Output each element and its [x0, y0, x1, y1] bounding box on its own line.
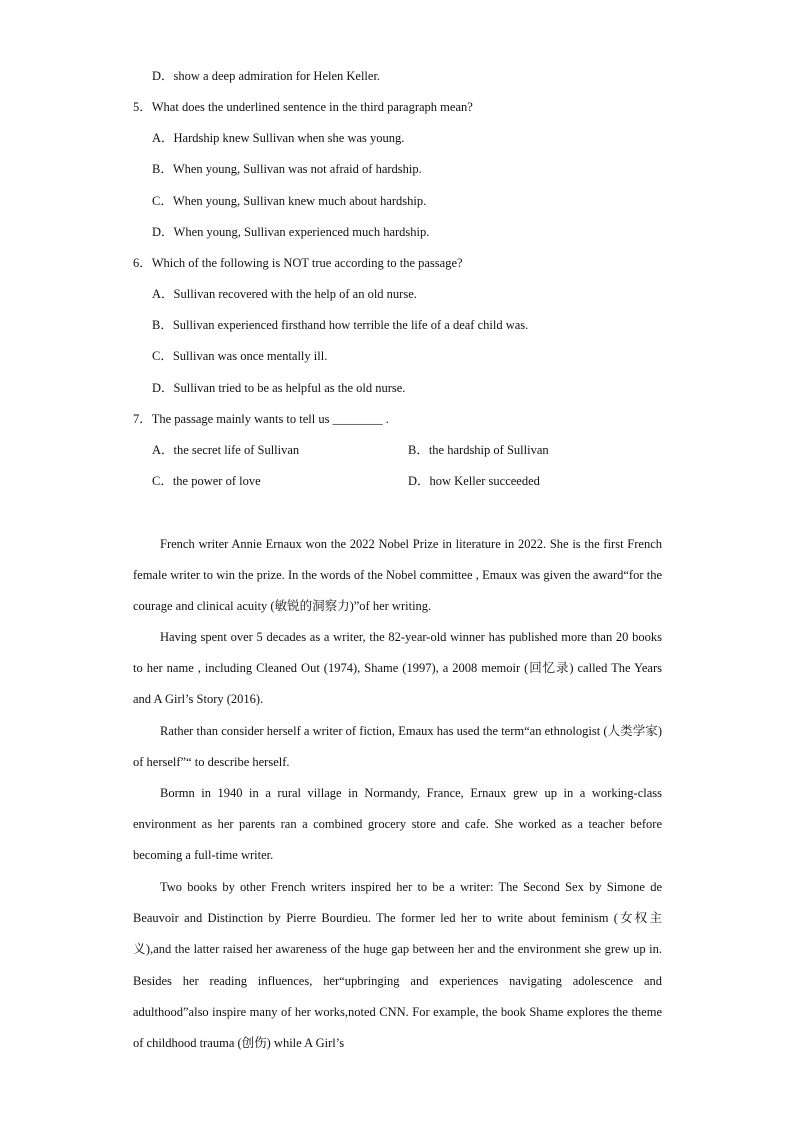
q7-stem: 7．The passage mainly wants to tell us ________ .	[133, 412, 389, 426]
q4-option-d: D．show a deep admiration for Helen Keller.	[152, 69, 381, 83]
q6-stem: 6．Which of the following is NOT true according to the passage?	[133, 256, 463, 270]
q5-option-b: B．When young, Sullivan was not afraid of hardship.	[152, 162, 422, 176]
passage-paragraph-5: Two books by other French writers inspired her to be a writer: The Second Sex by Simone de Beauvoir and Distinction by Pierre Bourdieu. The former led her to write about feminism (女权主义),and the latter raised her awareness of the huge gap between her and the environment she grew up in. Besides her reading influences, her“upbringing and experiences navigating adolescence and adulthood”also inspire many of her works,noted CNN. For example, the book Shame explores the theme of childhood trauma (创伤) while A Girl’s	[133, 880, 662, 1051]
q5-option-c: C．When young, Sullivan knew much about hardship.	[152, 194, 427, 208]
q7-option-c: C．the power of love	[152, 474, 261, 488]
passage-paragraph-1: French writer Annie Ernaux won the 2022 Nobel Prize in literature in 2022. She is the first French female writer to win the prize. In the words of the Nobel committee , Emaux was given the award“for the courage and clinical acuity (敏锐的洞察力)”of her writing.	[133, 537, 662, 614]
passage-paragraph-4: Bormn in 1940 in a rural village in Normandy, France, Ernaux grew up in a working-class environment as her parents ran a combined grocery store and cafe. She worked as a teacher before becoming a full-time writer.	[133, 786, 662, 863]
q5-stem: 5．What does the underlined sentence in the third paragraph mean?	[133, 100, 473, 114]
q6-option-d: D．Sullivan tried to be as helpful as the old nurse.	[152, 381, 406, 395]
q6-option-c: C．Sullivan was once mentally ill.	[152, 349, 328, 363]
passage-paragraph-3: Rather than consider herself a writer of fiction, Emaux has used the term“an ethnologist (人类学家) of herself”“ to describe herself.	[133, 724, 662, 770]
q6-option-a: A．Sullivan recovered with the help of an old nurse.	[152, 287, 417, 301]
passage-paragraph-2: Having spent over 5 decades as a writer, the 82-year-old winner has published more than 20 books to her name , including Cleaned Out (1974), Shame (1997), a 2008 memoir (回忆录) called The Years and A Girl’s Story (2016).	[133, 630, 662, 707]
q6-option-b: B．Sullivan experienced firsthand how terrible the life of a deaf child was.	[152, 318, 529, 332]
q7-option-d: D．how Keller succeeded	[408, 474, 540, 488]
q7-option-b: B．the hardship of Sullivan	[408, 443, 549, 457]
q5-option-d: D．When young, Sullivan experienced much hardship.	[152, 225, 430, 239]
q7-option-a: A．the secret life of Sullivan	[152, 443, 300, 457]
q5-option-a: A．Hardship knew Sullivan when she was young.	[152, 131, 405, 145]
